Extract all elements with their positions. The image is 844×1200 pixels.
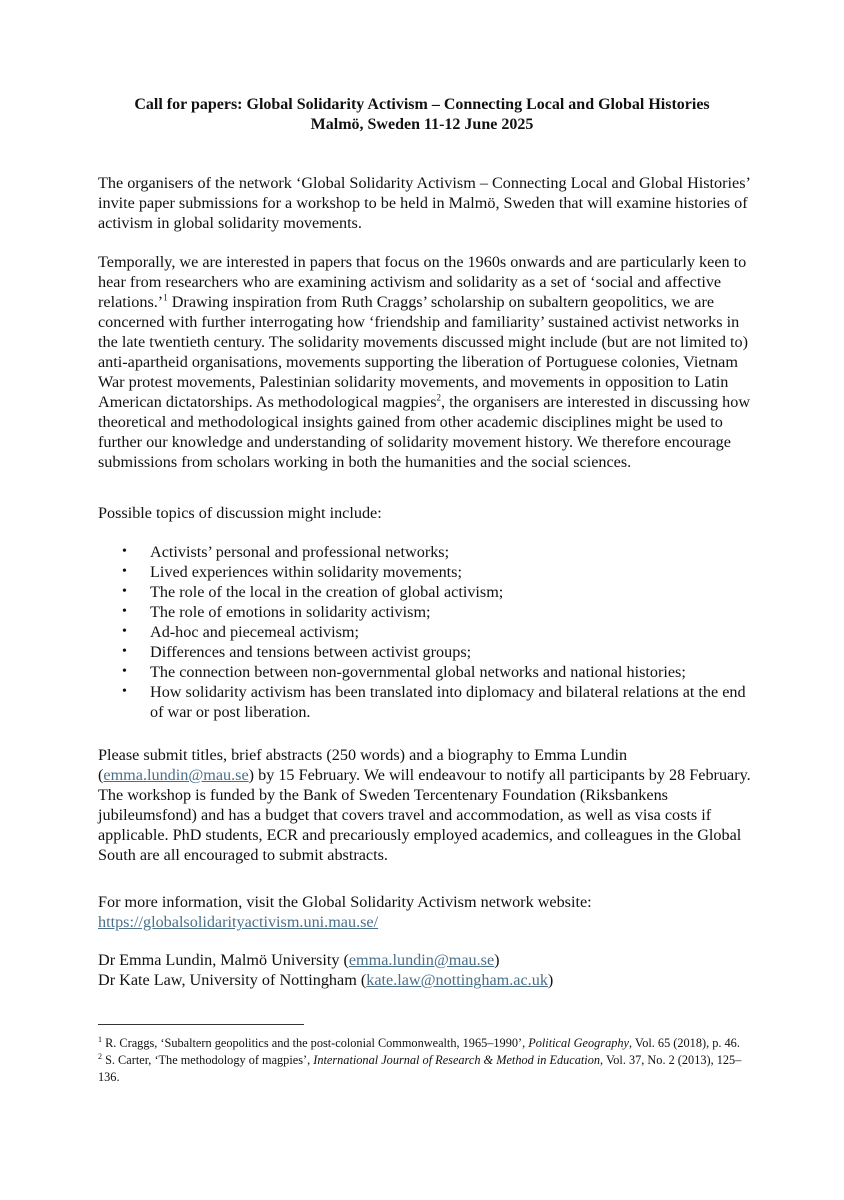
footnotes — [98, 1035, 758, 1086]
footnote-ref-2[interactable]: 2 — [436, 392, 442, 403]
footnote-journal: Political Geography — [528, 1036, 629, 1050]
bullet-icon: • — [122, 604, 127, 619]
list-item-text: Differences and tensions between activist groups; — [150, 643, 472, 661]
bullet-icon: • — [122, 624, 127, 639]
list-item — [98, 682, 758, 722]
footnote-rest: , Vol. 37, No. 2 (2013), 125–136. — [98, 1053, 742, 1084]
footnote — [98, 1035, 758, 1052]
scope-text-2: Drawing inspiration from Ruth Craggs’ scholarship on subaltern geopolitics, we are concerned with further interrogating how ‘friendship and familiarity’ sustained activist networks in the late twentieth century. The solidarity movements discussed might include (but are not limited to) anti-apartheid organisations, movements supporting the liberation of Portuguese colonies, Vietnam War protest movements, Palestinian solidarity movements, and movements in opposition to Latin American dictatorships. As methodological magpies — [98, 293, 749, 411]
title-line-2: Malmö, Sweden 11-12 June 2025 — [310, 116, 534, 133]
list-item-text: How solidarity activism has been translated into diplomacy and bilateral relations at the end of war or post liberation. — [150, 683, 746, 721]
title-line-1: Call for papers: Global Solidarity Activism – Connecting Local and Global Histories — [134, 96, 710, 113]
submission-text-1: Please submit titles, brief abstracts (250 words) and a biography to Emma Lundin ( — [98, 746, 628, 784]
email-link[interactable]: emma.lundin@mau.se — [103, 766, 249, 784]
contacts-block — [98, 950, 758, 990]
submission-paragraph — [98, 745, 758, 865]
footnote-number: 2 — [98, 1051, 102, 1061]
scope-paragraph — [98, 252, 758, 472]
contact-name: Dr Kate Law, University of Nottingham ( — [98, 971, 367, 989]
website-link[interactable]: https://globalsolidarityactivism.uni.mau.se/ — [98, 913, 379, 931]
contact-email-link[interactable]: kate.law@nottingham.ac.uk — [366, 971, 548, 989]
scope-text-3: , the organisers are interested in discussing how theoretical and methodological insights gained from other academic disciplines might be used to further our knowledge and understanding of solidarity movement history. We therefore encourage submissions from scholars working in both the humanities and the social sciences. — [98, 393, 751, 471]
list-item-text: The connection between non-governmental global networks and national histories; — [150, 663, 686, 681]
footnote — [98, 1052, 758, 1086]
contact-name: Dr Emma Lundin, Malmö University ( — [98, 951, 349, 969]
submission-text-2: ) by 15 February. We will endeavour to notify all participants by 28 February. The workshop is funded by the Bank of Sweden Tercentenary Foundation (Riksbankens jubileumsfond) and has a budget that covers travel and accommodation, as well as visa costs if applicable. PhD students, ECR and precariously employed academics, and colleagues in the Global South are all encouraged to submit abstracts. — [98, 766, 751, 864]
scope-text-1: Temporally, we are interested in papers that focus on the 1960s onwards and are particularly keen to hear from researchers who are examining activism and solidarity as a set of ‘social and affective relations.’ — [98, 253, 747, 311]
more-info-paragraph — [98, 892, 758, 932]
bullet-icon: • — [122, 644, 127, 659]
list-item — [98, 562, 758, 582]
topics-intro — [98, 503, 758, 523]
footnote-number: 1 — [98, 1034, 102, 1044]
list-item — [98, 642, 758, 662]
list-item-text: Ad-hoc and piecemeal activism; — [150, 623, 360, 641]
topics-intro-text: Possible topics of discussion might include: — [98, 504, 382, 522]
list-item — [98, 582, 758, 602]
more-info-text: For more information, visit the Global Solidarity Activism network website: — [98, 893, 592, 911]
bullet-icon: • — [122, 684, 127, 699]
bullet-icon: • — [122, 584, 127, 599]
list-item-text: Lived experiences within solidarity movements; — [150, 563, 462, 581]
contact-line — [98, 950, 758, 970]
intro-text: The organisers of the network ‘Global Solidarity Activism – Connecting Local and Global Histories’ invite paper submissions for a workshop to be held in Malmö, Sweden that will examine histories of activism in global solidarity movements. — [98, 174, 750, 232]
footnote-journal: International Journal of Research & Method in Education — [313, 1053, 601, 1067]
footnote-text: R. Craggs, ‘Subaltern geopolitics and the post-colonial Commonwealth, 1965–1990’, — [102, 1036, 529, 1050]
intro-paragraph — [98, 173, 758, 233]
footnote-divider — [98, 1024, 304, 1025]
list-item-text: The role of the local in the creation of global activism; — [150, 583, 504, 601]
contact-email-link[interactable]: emma.lundin@mau.se — [348, 951, 495, 969]
list-item-text: Activists’ personal and professional networks; — [150, 543, 450, 561]
list-item — [98, 602, 758, 622]
bullet-icon: • — [122, 544, 127, 559]
topics-list — [98, 542, 758, 722]
bullet-icon: • — [122, 564, 127, 579]
contact-line — [98, 970, 758, 990]
list-item — [98, 542, 758, 562]
document-title — [0, 95, 844, 135]
list-item — [98, 662, 758, 682]
bullet-icon: • — [122, 664, 127, 679]
footnote-ref-1[interactable]: 1 — [163, 292, 168, 303]
footnote-text: S. Carter, ‘The methodology of magpies’, — [102, 1053, 314, 1067]
contact-close: ) — [494, 951, 500, 969]
footnote-rest: , Vol. 65 (2018), p. 46. — [628, 1036, 740, 1050]
contact-close: ) — [547, 971, 554, 989]
list-item — [98, 622, 758, 642]
list-item-text: The role of emotions in solidarity activism; — [150, 603, 431, 621]
